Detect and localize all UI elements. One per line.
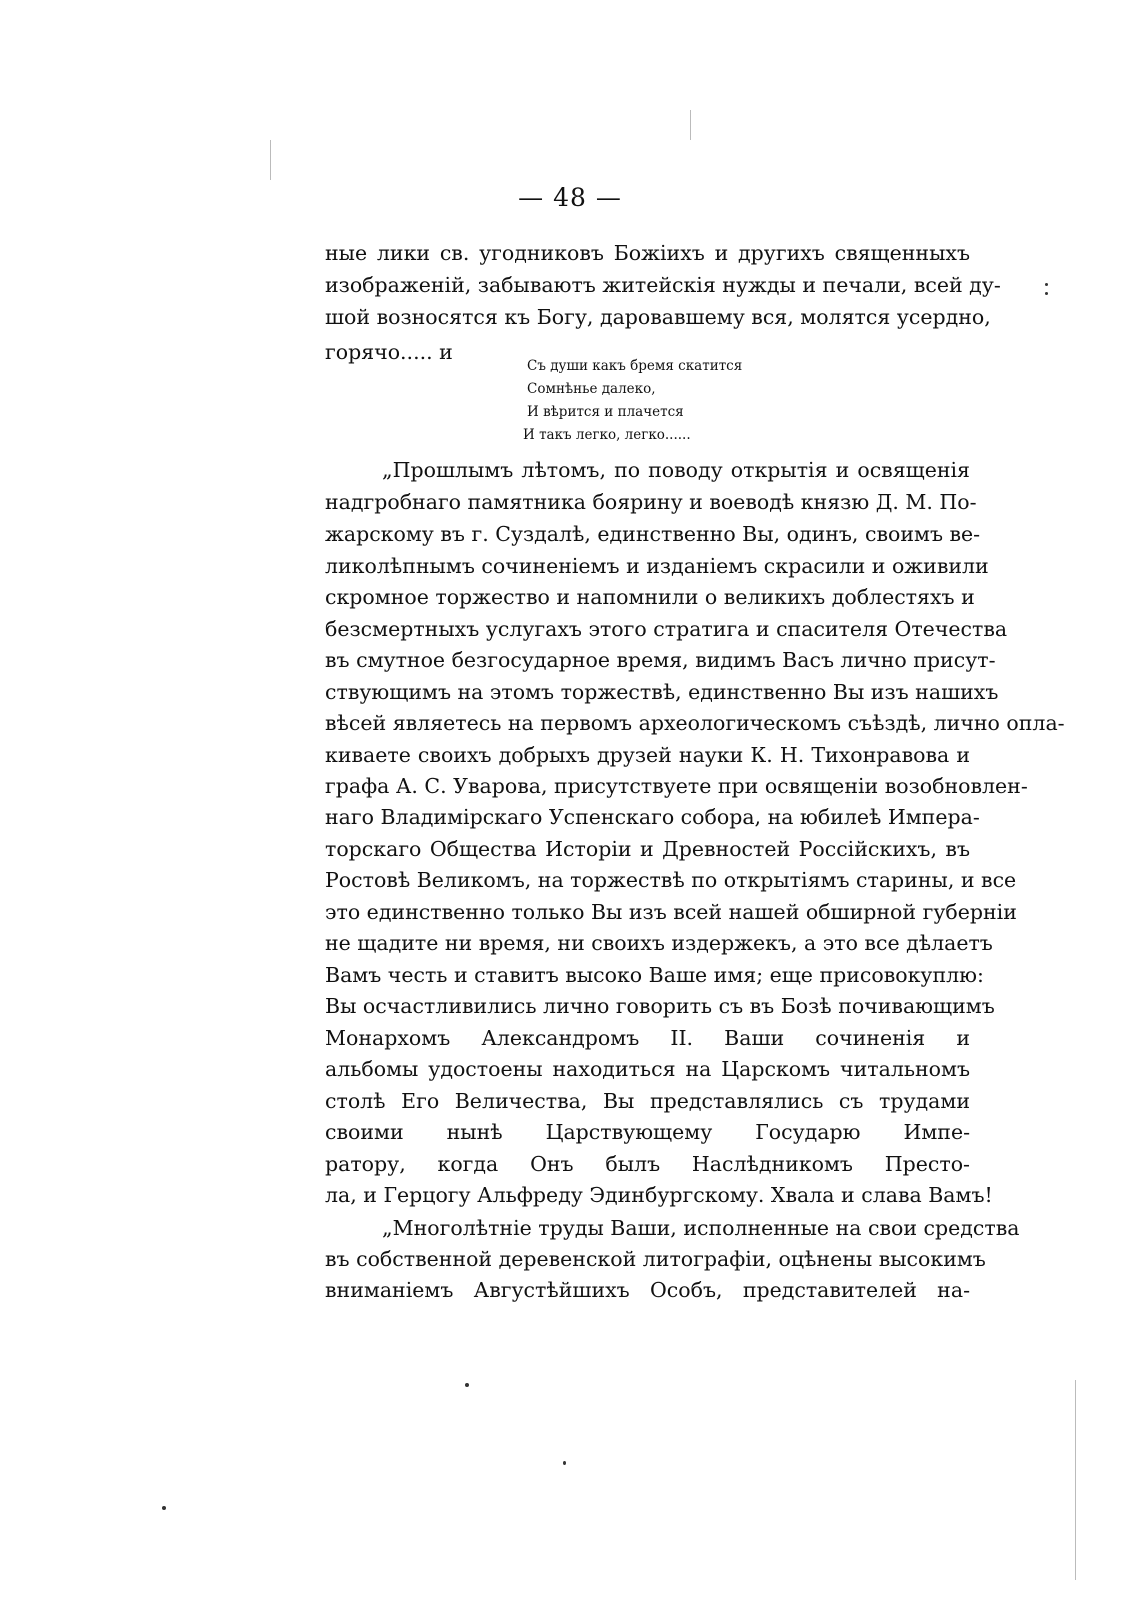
text-line: альбомы удостоены находиться на Царскомъ читальномъ	[325, 1057, 970, 1081]
text-line: „Многолѣтніе труды Ваши, исполненные на свои средства	[382, 1216, 1020, 1240]
text-line: Вамъ честь и ставитъ высоко Ваше имя; еще присовокуплю:	[325, 963, 984, 987]
scan-margin-mark	[690, 110, 691, 140]
text-line: столѣ Его Величества, Вы представлялись съ трудами	[325, 1089, 970, 1113]
ink-speck	[465, 1383, 469, 1387]
ink-speck	[563, 1461, 566, 1465]
text-line: Ростовѣ Великомъ, на торжествѣ по открытіямъ старины, и все	[325, 868, 1017, 892]
text-line: вниманіемъ Августѣйшихъ Особъ, представителей на-	[325, 1278, 970, 1302]
text-line: въ смутное безгосударное время, видимъ Васъ лично присут-	[325, 648, 996, 672]
text-line: не щадите ни время, ни своихъ издержекъ, а это все дѣлаетъ	[325, 931, 993, 955]
verse-line: Сомнѣнье далеко,	[527, 381, 656, 397]
text-line: киваете своихъ добрыхъ друзей науки К. Н. Тихонравова и	[325, 743, 970, 767]
text-line: вѣсей являетесь на первомъ археологическомъ съѣздѣ, лично опла-	[325, 711, 1065, 735]
verse-line: И такъ легко, легко......	[523, 427, 691, 443]
text-line: шой возносятся къ Богу, даровавшему вся, молятся усердно,	[325, 305, 991, 329]
scan-margin-mark	[1075, 1380, 1076, 1580]
text-line: жарскому въ г. Суздалѣ, единственно Вы, одинъ, своимъ ве-	[325, 522, 981, 546]
verse-line: И вѣрится и плачется	[527, 404, 684, 420]
text-line: „Прошлымъ лѣтомъ, по поводу открытія и освященія	[382, 458, 970, 482]
text-line: безсмертныхъ услугахъ этого стратига и спасителя Отечества	[325, 617, 1008, 641]
text-line: ла, и Герцогу Альфреду Эдинбургскому. Хвала и слава Вамъ!	[325, 1183, 993, 1207]
text-line: ные лики св. угодниковъ Божіихъ и другихъ священныхъ	[325, 241, 970, 265]
text-line: наго Владимірскаго Успенскаго собора, на юбилеѣ Импера-	[325, 805, 980, 829]
scan-margin-mark	[270, 140, 271, 180]
text-line: надгробнаго памятника боярину и воеводѣ князю Д. М. По-	[325, 490, 977, 514]
text-line: Монархомъ Александромъ II. Ваши сочиненія и	[325, 1026, 970, 1050]
text-line: ликолѣпнымъ сочиненіемъ и изданіемъ скрасили и оживили	[325, 554, 989, 578]
text-line: въ собственной деревенской литографіи, оцѣнены высокимъ	[325, 1247, 986, 1271]
ink-speck	[1045, 292, 1048, 295]
page-number: — 48 —	[518, 183, 622, 212]
text-line: Вы осчастливились лично говорить съ въ Бозѣ почивающимъ	[325, 994, 995, 1018]
ink-speck	[1045, 283, 1048, 286]
text-line: ствующимъ на этомъ торжествѣ, единственно Вы изъ нашихъ	[325, 680, 999, 704]
verse-line: Съ души какъ бремя скатится	[527, 358, 743, 374]
text-line: изображеній, забываютъ житейскія нужды и печали, всей ду-	[325, 273, 1001, 297]
text-line: скромное торжество и напомнили о великихъ доблестяхъ и	[325, 585, 975, 609]
ink-speck	[162, 1506, 166, 1510]
text-line: торскаго Общества Исторіи и Древностей Россійскихъ, въ	[325, 837, 970, 861]
text-line: горячо..... и	[325, 340, 453, 364]
text-line: ратору, когда Онъ былъ Наслѣдникомъ Престо-	[325, 1152, 970, 1176]
text-line: своими нынѣ Царствующему Государю Импе-	[325, 1120, 970, 1144]
text-line: графа А. С. Уварова, присутствуете при освященіи возобновлен-	[325, 774, 1028, 798]
text-line: это единственно только Вы изъ всей нашей обширной губерніи	[325, 900, 1017, 924]
